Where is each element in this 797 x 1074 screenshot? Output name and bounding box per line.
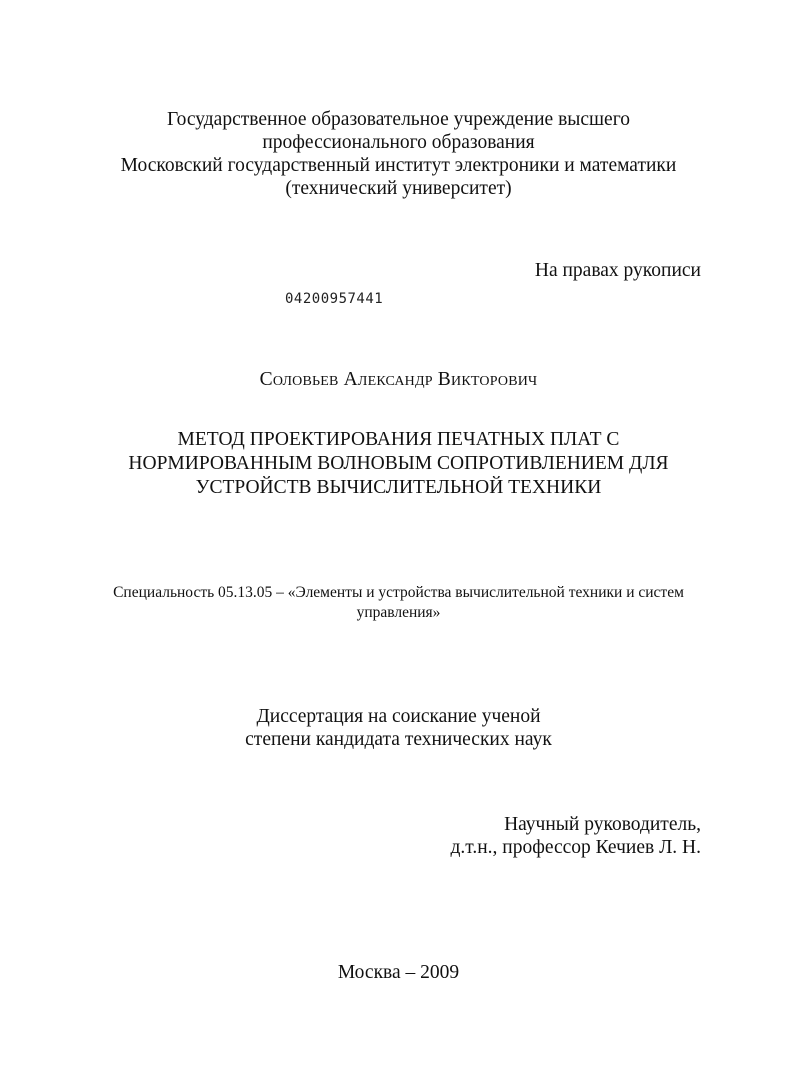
supervisor — [450, 813, 701, 859]
institution-line: (технический университет) — [285, 178, 512, 199]
registration-number: 04200957441 — [285, 291, 384, 307]
supervisor-line: д.т.н., профессор Кечиев Л. Н. — [450, 837, 701, 858]
specialty-line: Специальность 05.13.05 – «Элементы и устройства вычислительной техники и систем — [113, 584, 684, 601]
institution-line: Московский государственный институт электроники и математики — [120, 155, 677, 176]
institution-line: профессионального образования — [262, 132, 535, 153]
institution-header — [0, 108, 797, 200]
author-name: Соловьев Александр Викторович — [259, 369, 538, 390]
specialty — [0, 583, 797, 623]
degree-line: степени кандидата технических наук — [245, 729, 552, 750]
supervisor-line: Научный руководитель, — [504, 814, 701, 835]
title-line: УСТРОЙСТВ ВЫЧИСЛИТЕЛЬНОЙ ТЕХНИКИ — [195, 477, 602, 498]
title-line: НОРМИРОВАННЫМ ВОЛНОВЫМ СОПРОТИВЛЕНИЕМ ДЛЯ — [128, 453, 669, 474]
specialty-line: управления» — [356, 604, 441, 621]
institution-line: Государственное образовательное учреждение высшего — [167, 109, 630, 130]
thesis-title — [0, 428, 797, 500]
degree-statement — [0, 705, 797, 751]
manuscript-note: На правах рукописи — [534, 260, 701, 281]
degree-line: Диссертация на соискание ученой — [256, 706, 541, 727]
city-year: Москва – 2009 — [337, 962, 460, 983]
title-line: МЕТОД ПРОЕКТИРОВАНИЯ ПЕЧАТНЫХ ПЛАТ С — [177, 429, 620, 450]
